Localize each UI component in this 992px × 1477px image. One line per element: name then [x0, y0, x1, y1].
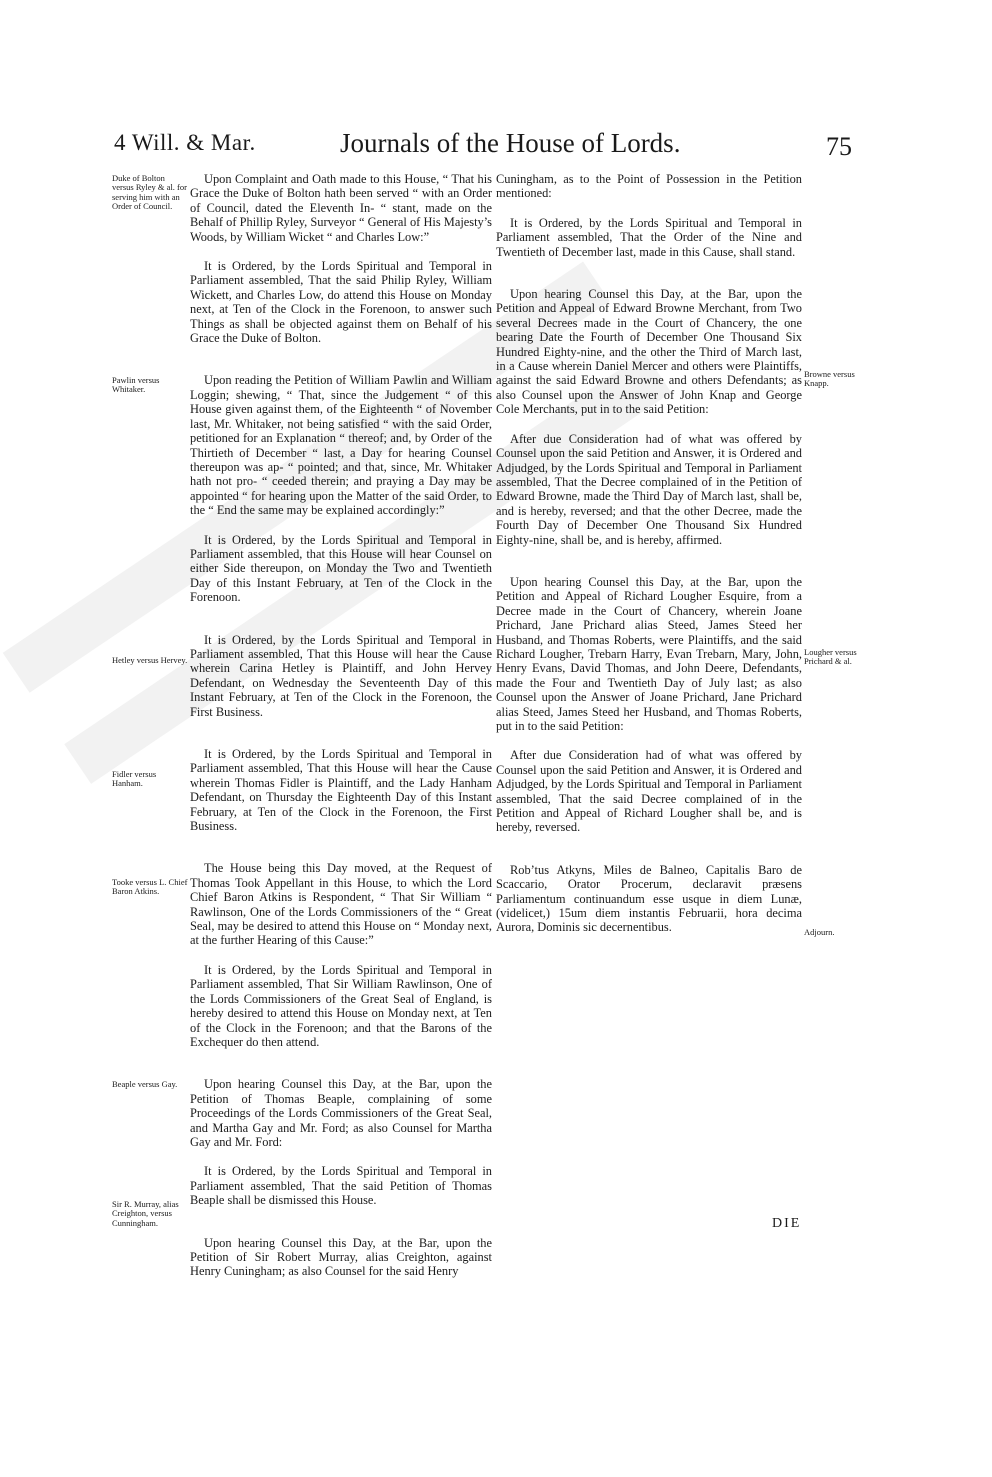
margin-note: Sir R. Murray, alias Creighton, versus Cunningham.: [112, 1199, 179, 1228]
paragraph: It is Ordered, by the Lords Spiritual and Temporal in Parliament assembled, That this House will hear the Cause wherein Thomas Fidler is Plaintiff, and the Lady Hanham Defendant, on Thursday the Eighteenth Day of this Instant February, at Ten of the Clock in the Forenoon, the First Business.: [190, 747, 492, 834]
paragraph: Upon hearing Counsel this Day, at the Bar, upon the Petition of Thomas Beaple, complaining of some Proceedings of the Lords Commissioners of the Great Seal, and Martha Gay and Mr. Ford; as also Counsel for Martha Gay and Mr. Ford:: [190, 1077, 492, 1149]
paragraph: It is Ordered, by the Lords Spiritual and Temporal in Parliament assembled, That the said Philip Ryley, William Wickett, and Charles Low, do attend this House on Monday next, at Ten of the Clock in the Forenoon, to answer such Things as shall be objected against them on Behalf of his Grace the Duke of Bolton.: [190, 259, 492, 346]
paragraph: Cuningham, as to the Point of Possession in the Petition mentioned:: [496, 172, 802, 201]
paragraph: It is Ordered, by the Lords Spiritual and Temporal in Parliament assembled, That this House will hear the Cause wherein Carina Hetley is Plaintiff, and John Hervey Defendant, on Wednesday the Seventeenth Day of this Instant February, at Ten of the Clock in the Forenoon, the First Business.: [190, 632, 492, 719]
margin-note: Browne versus Knapp.: [804, 369, 855, 389]
running-title: Journals of the House of Lords.: [340, 128, 681, 158]
paragraph: It is Ordered, by the Lords Spiritual and Temporal in Parliament assembled, That Sir William Rawlinson, One of the Lords Commissioners of the Great Seal of England, is hereby desired to attend this House on Monday next, at Ten of the Clock in the Forenoon; and that the Barons of the Exchequer do then attend.: [190, 962, 492, 1049]
paragraph: After due Consideration had of what was offered by Counsel upon the said Petition and Answer, it is Ordered and Adjudged, by the Lords Spiritual and Temporal in Parliament assembled, That the Decree complained of in the Petition of Edward Browne, made the Third Day of March last, shall be, and is hereby, reversed; and that the other Decree, made the Fourth Day of December One Thousand Six Hundred Eighty-nine, shall be, and is hereby, affirmed.: [496, 431, 802, 547]
margin-note: Tooke versus L. Chief Baron Atkins.: [112, 877, 188, 897]
paragraph: It is Ordered, by the Lords Spiritual and Temporal in Parliament assembled, that this House will hear Counsel on either Side thereupon, on Monday the Two and Twentieth Day of this Instant February, at Ten of the Clock in the Forenoon.: [190, 532, 492, 605]
left-column: [190, 172, 492, 1294]
paragraph: Upon Complaint and Oath made to this House, “ That his Grace the Duke of Bolton hath been served “ with an Order of Council, dated the Eleventh In- “ stant, made on the Behalf of Phillip Ryley, Surveyor “ General of His Majesty’s Woods, by William Wicket “ and Charles Low:”: [190, 172, 492, 244]
right-column: [496, 172, 802, 950]
paragraph: Upon reading the Petition of William Pawlin and William Loggin; shewing, “ That, since the Judgement “ of this House given against them, of the Eighteenth “ of November last, Mr. Whitaker, not being satisfied “ with the said Order, petitioned for an Explanation “ thereof; and, by Order of the Thirtieth of December “ last, a Day for hearing Counsel thereupon was ap- “ pointed; and that, since, Mr. Whitaker hath not pro- “ ceeded therein; and praying a Day may be appointed “ for hearing upon the Matter of the said Order, to the “ End the same may be explained accordingly:”: [190, 373, 492, 518]
paragraph: Upon hearing Counsel this Day, at the Bar, upon the Petition of Sir Robert Murray, alias Creighton, against Henry Cuningham; as also Counsel for the said Henry: [190, 1235, 492, 1279]
paragraph: The House being this Day moved, at the Request of Thomas Took Appellant in this House, to which the Lord Chief Baron Atkins is Respondent, “ That Sir William “ Rawlinson, One of the Lords Commissioners of the “ Great Seal, may be desired to attend this House on “ Monday next, at the further Hearing of this Cause:”: [190, 861, 492, 948]
paragraph: Upon hearing Counsel this Day, at the Bar, upon the Petition and Appeal of Richard Lougher Esquire, from a Decree made in the Court of Chancery, wherein Joane Prichard, Jane Prichard alias Steed, James Steed her Husband, and Thomas Roberts, were Plaintiffs, and the said Richard Lougher, Trebarn Harry, Evan Trebarn, Mary, John, Henry Evans, David Thomas, and John Deere, Defendants, made the Four and Twentieth Day of July last; as also Counsel upon the Answer of Joane Prichard, Jane Prichard alias Steed, James Steed her Husband, and Thomas Roberts, put in to the said Petition:: [496, 574, 802, 733]
paragraph: Upon hearing Counsel this Day, at the Bar, upon the Petition and Appeal of Edward Browne Merchant, from Two several Decrees made in the Court of Chancery, the one bearing Date the Fourth of December One Thousand Six Hundred Eighty-nine, and the other the Third of March last, in a Cause wherein Daniel Mercer and others were Plaintiffs, against the said Edward Browne and others Defendants; as also Counsel upon the Answer of John Knap and George Cole Merchants, put in to the said Petition:: [496, 287, 802, 417]
margin-note: Hetley versus Hervey.: [112, 655, 188, 665]
paragraph: Rob’tus Atkyns, Miles de Balneo, Capitalis Baro de Scaccario, Orator Procerum, declaravit præsens Parliamentum continuandum esse usque in diem Lunæ, (videlicet,) 15um diem instantis Februarii, hora decima Aurora, Dominis sic decernentibus.: [496, 862, 802, 935]
page-number: 75: [826, 132, 852, 161]
paragraph: It is Ordered, by the Lords Spiritual and Temporal in Parliament assembled, That the said Petition of Thomas Beaple shall be dismissed this House.: [190, 1164, 492, 1208]
regnal-year: 4 Will. & Mar.: [114, 130, 256, 155]
catchword: DIE: [772, 1216, 802, 1231]
margin-note: Duke of Bolton versus Ryley & al. for serving him with an Order of Council.: [112, 173, 187, 212]
margin-note: Pawlin versus Whitaker.: [112, 375, 160, 395]
paragraph: It is Ordered, by the Lords Spiritual and Temporal in Parliament assembled, That the Order of the Nine and Twentieth of December last, made in this Cause, shall stand.: [496, 215, 802, 259]
paragraph: After due Consideration had of what was offered by Counsel upon the said Petition and Answer, it is Ordered and Adjudged, by the Lords Spiritual and Temporal in Parliament assembled, That the said Decree complained of in the Petition and Appeal of Richard Lougher shall be, and is hereby, reversed.: [496, 748, 802, 835]
margin-note: Lougher versus Prichard & al.: [804, 647, 857, 667]
margin-note: Fidler versus Hanham.: [112, 769, 157, 789]
page-header: [0, 130, 992, 170]
margin-note: Adjourn.: [804, 927, 835, 937]
margin-note: Beaple versus Gay.: [112, 1079, 178, 1089]
